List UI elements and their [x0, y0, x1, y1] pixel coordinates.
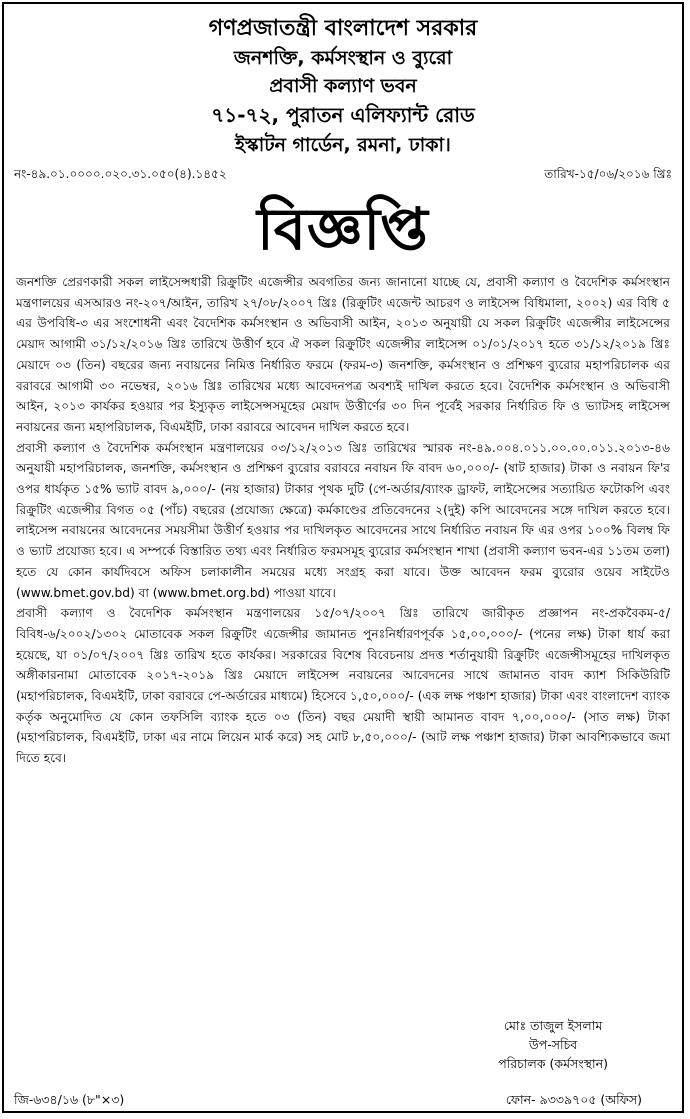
notice-document	[2, 2, 684, 1113]
header-road: ৭১-৭২, পুরাতন এলিফ্যান্ট রোড	[211, 103, 475, 127]
signature-block	[498, 1016, 608, 1073]
header-area: ইস্কাটন গার্ডেন, রমনা, ঢাকা।	[235, 134, 451, 156]
signatory-office: পরিচালক (কর্মসংস্থান)	[498, 1056, 608, 1071]
paragraph-security-deposit: প্রবাসী কল্যাণ ও বৈদেশিক কর্মসংস্থান মন্ত্রণালয়ের ১৫/০৭/২০০৭ খ্রিঃ তারিখে জারীকৃত প্রজ্ঞাপন নং-প্রকবৈকম-৫/বিবিধ-৬/২০০২/১৩০২ মোতাবেক সকল রিক্রুটিং এজেন্সীর জামানত পুনঃনির্ধারণপূর্বক ১৫,০০,০০০/- (পনের লক্ষ) টাকা ধার্য করা হয়েছে, যা ০১/০৭/২০০৭ খ্রিঃ তারিখ হতে কার্যকর। সরকারের বিশেষ বিবেচনায় প্রদত্ত শর্তানুযায়ী রিক্রুটিং এজেন্সীসমূহের দাখিলকৃত অঙ্গীকারনামা মোতাবেক ২০১৭-২০১৯ খ্রিঃ মেয়াদে লাইসেন্স নবায়নের আবেদনের সাথে জামানত বাবদ ক্যাশ সিকিউরিটি (মহাপরিচালক, বিএমইটি, ঢাকা বরাবরে পে-অর্ডারের মাধ্যমে) হিসেবে ১,৫০,০০০/- (এক লক্ষ পঞ্চাশ হাজার) টাকা এবং বাংলাদেশ ব্যাংক কর্তৃক অনুমোদিত যে কোন তফসিলি ব্যাংক হতে ০৩ (তিন) বছর মেয়াদী স্থায়ী আমানত বাবদ ৭,০০,০০০/- (সাত লক্ষ) টাকা (মহাপরিচালক, বিএমইটি, ঢাকা এর নামে লিয়েন মার্ক করে) সহ মোট ৮,৫০,০০০/- (আট লক্ষ পঞ্চাশ হাজার) টাকা আবশ্যিকভাবে জমা দিতে হবে।	[16, 606, 670, 766]
memo-number: নং-৪৯.০১.০০০০.০২০.৩১.০৫০(৪).১৪৫২	[14, 167, 227, 181]
reference-row	[4, 166, 682, 186]
office-phone: ফোন- ৯৩৩৯৭০৫ (অফিস)	[505, 1092, 642, 1107]
signatory-name: মোঃ তাজুল ইসলাম	[503, 1018, 603, 1033]
notice-body	[16, 272, 670, 769]
memo-date: তারিখ-১৫/০৬/২০১৬ খ্রিঃ	[544, 167, 672, 181]
paragraph-license-renewal: জনশক্তি প্রেরণকারী সকল লাইসেন্সধারী রিক্রুটিং এজেন্সীর অবগতির জন্য জানানো যাচ্ছে যে, প্রবাসী কল্যাণ ও বৈদেশিক কর্মসংস্থান মন্ত্রণালয়ের এসআরও নং-২০৭/আইন, তারিখ ২৭/০৮/২০০৭ খ্রিঃ (রিক্রুটিং এজেন্ট আচরণ ও লাইসেন্স বিধিমালা, ২০০২) এর বিধি ৫ এর উপবিধি-৩ এর সংশোধনী এবং বৈদেশিক কর্মসংস্থান ও অভিবাসী আইন, ২০১৩ অনুযায়ী যে সকল রিক্রুটিং এজেন্সীর লাইসেন্সের মেয়াদ আগামী ৩১/১২/২০১৬ খ্রিঃ তারিখে উত্তীর্ণ হবে ঐ সকল রিক্রুটিং এজেন্সীর লাইসেন্স ০১/০১/২০১৭ হতে ৩১/১২/২০১৯ খ্রিঃ মেয়াদে ০৩ (তিন) বছরের জন্য নবায়নের নিমিত্ত নির্ধারিত ফরমে (ফরম-৩) জনশক্তি, কর্মসংস্থান ও প্রশিক্ষণ ব্যুরোর মহাপরিচালক এর বরাবরে আগামী ৩০ নভেম্বর, ২০১৬ খ্রিঃ তারিখের মধ্যে আবেদনপত্র অবশ্যই দাখিল করতে হবে। বৈদেশিক কর্মসংস্থান ও অভিবাসী আইন, ২০১৩ কার্যকর হওয়ার পর ইস্যুকৃত লাইসেন্সসমূহের মেয়াদ উত্তীর্ণের ৩০ দিন পূর্বেই সরকার নির্ধারিত ফি ও ভ্যাটসহ লাইসেন্স নবায়নের জন্য মহাপরিচালক, বিএমইটি, ঢাকা বরাবরে আবেদন দাখিল করতে হবে।	[16, 275, 670, 434]
paragraph-renewal-fee: প্রবাসী কল্যাণ ও বৈদেশিক কর্মসংস্থান মন্ত্রণালয়ের ০৩/১২/২০১৩ খ্রিঃ তারিখের স্মারক নং-৪৯.০০৪.০১১.০০.০০.০১১.২০১৩-৪৬ অনুযায়ী মহাপরিচালক, জনশক্তি, কর্মসংস্থান ও প্রশিক্ষণ ব্যুরোর বরাবরে নবায়ন ফি বাবদ ৬০,০০০/- (ষাট হাজার) টাকা ও নবায়ন ফি'র ওপর ধার্যকৃত ১৫% ভ্যাট বাবদ ৯,০০০/- (নয় হাজার) টাকার পৃথক দুটি (পে-অর্ডার/ব্যাংক ড্রাফট, লাইসেন্সের সত্যায়িত ফটোকপি এবং রিক্রুটিং এজেন্সীর বিগত ০৫ (পাঁচ) বছরের (প্রযোজ্য ক্ষেত্রে) কর্মকাণ্ডের প্রতিবেদনের ২(দুই) কপি আবেদনের সঙ্গে দাখিল করতে হবে। লাইসেন্স নবায়নের আবেদনের সময়সীমা উত্তীর্ণ হওয়ার পর দাখিলকৃত আবেদনের সাথে নির্ধারিত নবায়ন ফি এর ওপর ১০০% বিলম্ব ফি ও ভ্যাট প্রযোজ্য হবে। এ সম্পর্কে বিস্তারিত তথ্য এবং নির্ধারিত ফরমসমূহ ব্যুরোর কর্মসংস্থান শাখা (প্রবাসী কল্যাণ ভবন-এর ১১তম তলা) হতে যে কোন কার্যদিবসে অফিস চলাকালীন সময়ের মধ্যে সংগ্রহ করা যাবে। উক্ত আবেদন ফরম ব্যুরোর ওয়েব সাইটেও (www.bmet.gov.bd) বা (www.bmet.org.bd) পাওয়া যাবে।	[16, 440, 670, 600]
footer-code: জি-৬৩৪/১৬ (৮"×৩)	[14, 1092, 125, 1107]
header-government: গণপ্রজাতন্ত্রী বাংলাদেশ সরকার	[208, 16, 478, 41]
footer-row	[14, 1092, 672, 1112]
header-building: প্রবাসী কল্যাণ ভবন	[269, 75, 417, 97]
signatory-designation: উপ-সচিব	[528, 1037, 578, 1052]
header-bureau: জনশক্তি, কর্মসংস্থান ও ব্যুরো	[233, 47, 453, 69]
notice-title: বিজ্ঞপ্তি	[257, 195, 429, 263]
